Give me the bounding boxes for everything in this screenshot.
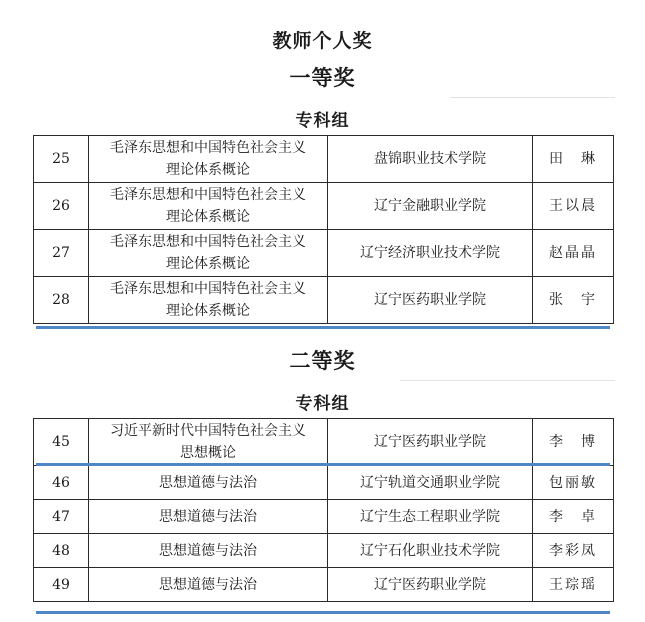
course-line-1: 毛泽东思想和中国特色社会主义	[110, 281, 306, 297]
school-cell: 辽宁医药职业学院	[328, 277, 533, 324]
course-cell	[89, 419, 328, 466]
course-cell: 思想道德与法治	[89, 534, 328, 568]
scan-artifact-line	[400, 380, 615, 381]
row-number: 26	[34, 183, 89, 230]
table-row	[34, 500, 614, 534]
page-title: 教师个人奖	[272, 30, 373, 52]
table-row	[34, 534, 614, 568]
accent-divider	[36, 463, 610, 466]
course-line-1: 毛泽东思想和中国特色社会主义	[110, 187, 306, 203]
first-prize-group-heading: 专科组	[295, 111, 350, 131]
second-prize-heading: 二等奖	[289, 348, 356, 373]
school-cell: 辽宁金融职业学院	[328, 183, 533, 230]
second-prize-group-heading: 专科组	[295, 394, 350, 414]
course-cell: 思想道德与法治	[89, 466, 328, 500]
row-number: 48	[34, 534, 89, 568]
accent-divider	[36, 326, 610, 329]
course-line-1: 毛泽东思想和中国特色社会主义	[110, 234, 306, 250]
course-line-1: 习近平新时代中国特色社会主义	[110, 423, 306, 439]
school-cell: 辽宁石化职业技术学院	[328, 534, 533, 568]
school-cell: 辽宁医药职业学院	[328, 419, 533, 466]
course-cell	[89, 230, 328, 277]
course-line-1: 毛泽东思想和中国特色社会主义	[110, 140, 306, 156]
school-cell: 辽宁医药职业学院	[328, 568, 533, 602]
row-number: 28	[34, 277, 89, 324]
course-cell	[89, 183, 328, 230]
course-line-2: 理论体系概论	[166, 256, 250, 272]
row-number: 46	[34, 466, 89, 500]
course-cell: 思想道德与法治	[89, 568, 328, 602]
row-number: 47	[34, 500, 89, 534]
row-number: 45	[34, 419, 89, 466]
school-cell: 辽宁生态工程职业学院	[328, 500, 533, 534]
row-number: 49	[34, 568, 89, 602]
table-row	[34, 568, 614, 602]
table-row	[34, 230, 614, 277]
teacher-name: 李 卓	[533, 500, 614, 534]
teacher-name: 李 博	[533, 419, 614, 466]
table-row	[34, 136, 614, 183]
school-cell: 辽宁经济职业技术学院	[328, 230, 533, 277]
scan-artifact-line	[450, 97, 615, 98]
course-cell: 思想道德与法治	[89, 500, 328, 534]
table-row	[34, 277, 614, 324]
school-cell: 辽宁轨道交通职业学院	[328, 466, 533, 500]
school-cell: 盘锦职业技术学院	[328, 136, 533, 183]
course-cell	[89, 277, 328, 324]
teacher-name: 王琮瑶	[533, 568, 614, 602]
teacher-name: 赵晶晶	[533, 230, 614, 277]
second-prize-table	[33, 418, 614, 602]
course-line-2: 理论体系概论	[166, 162, 250, 178]
table-row	[34, 183, 614, 230]
row-number: 27	[34, 230, 89, 277]
first-prize-heading: 一等奖	[289, 65, 356, 90]
first-prize-table	[33, 135, 614, 324]
row-number: 25	[34, 136, 89, 183]
course-line-2: 理论体系概论	[166, 303, 250, 319]
table-row	[34, 466, 614, 500]
teacher-name: 田 琳	[533, 136, 614, 183]
course-line-2: 理论体系概论	[166, 209, 250, 225]
teacher-name: 包丽敏	[533, 466, 614, 500]
table-row	[34, 419, 614, 466]
accent-divider	[36, 611, 610, 614]
course-line-2: 思想概论	[180, 445, 236, 461]
teacher-name: 王以晨	[533, 183, 614, 230]
course-cell	[89, 136, 328, 183]
teacher-name: 李彩凤	[533, 534, 614, 568]
teacher-name: 张 宇	[533, 277, 614, 324]
